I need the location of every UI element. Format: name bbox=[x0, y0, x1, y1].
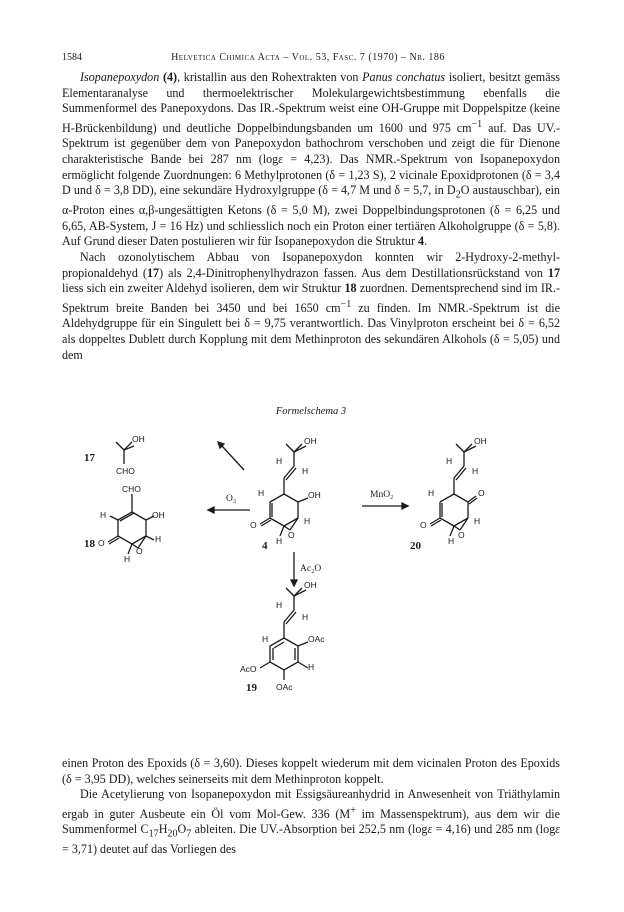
text-run: . bbox=[424, 234, 428, 249]
atom-label: OH bbox=[304, 436, 317, 446]
text-run: , kristallin aus den Rohextrakten von bbox=[177, 70, 363, 84]
atom-label: H bbox=[448, 536, 455, 546]
symbol: ε bbox=[278, 152, 283, 166]
text-run: ableiten. Die UV.-Absorption bei 252,5 nm (log bbox=[191, 822, 428, 837]
atom-label: OH bbox=[152, 510, 165, 520]
subscript: 2 bbox=[455, 189, 461, 201]
atom-label: H bbox=[308, 662, 315, 672]
structure-20 bbox=[430, 444, 477, 536]
running-header bbox=[62, 52, 558, 63]
atom-label: H bbox=[302, 466, 309, 476]
text-run: zuordnen. Dementsprechend sind im IR.-Spektrum breite Banden bei 3450 und bei 1650 cm bbox=[62, 281, 560, 315]
structure-ref: 4 bbox=[418, 234, 425, 249]
atom-label: H bbox=[302, 612, 309, 622]
atom-label: OH bbox=[132, 434, 145, 444]
text-run: auf. Das UV.-Spektrum ist gegenüber dem von Panepoxydon bathochrom verschoben und zeigt die für Dienone charakteristische Bande bei 287 nm (log bbox=[62, 120, 560, 166]
text-run: H bbox=[158, 822, 168, 837]
text-run: O bbox=[177, 822, 187, 837]
atom-label: O bbox=[288, 530, 295, 540]
subscript: 7 bbox=[186, 828, 192, 840]
atom-label: CHO bbox=[122, 484, 141, 494]
reagent-ozone: O₃ bbox=[226, 494, 237, 504]
atom-label: H bbox=[262, 634, 269, 644]
atom-label: CHO bbox=[116, 466, 135, 476]
journal-title: Helvetica Chimica Acta – Vol. 53, Fasc. 7 (1970) – Nr. 186 bbox=[171, 52, 445, 63]
subscript: 20 bbox=[167, 828, 178, 840]
atom-label: O bbox=[458, 530, 465, 540]
atom-label: H bbox=[474, 516, 481, 526]
atom-label: H bbox=[276, 536, 283, 546]
atom-label: O bbox=[250, 520, 257, 530]
text-run: isoliert, besitzt gemäss Elementaranalyse und thermoelektrischer Molekulargewichtsbestimmung ebenfalls die Summenformel des Panepoxydons. Das IR.-Spektrum weist eine OH-Gruppe mit Doppelspitze (keine H-Brückenbildung) und deutliche Doppelbindungsbanden um 1600 und 975 cm bbox=[62, 70, 560, 135]
atom-label: H bbox=[124, 554, 131, 564]
text-run: einen Proton des Epoxids (δ = 3,60). Dieses koppelt wiederum mit dem vicinalen Proton des Epoxids (δ = 3,95 DD), welches seinerseits mit dem Methinproton koppelt. bbox=[62, 756, 560, 786]
atom-label: H bbox=[276, 456, 283, 466]
body-text-top bbox=[62, 70, 560, 363]
paragraph-acetylation bbox=[62, 787, 560, 858]
structure-17 bbox=[116, 442, 134, 464]
compound-ref: 18 bbox=[344, 281, 357, 296]
subscript: 17 bbox=[148, 828, 159, 840]
atom-label: OH bbox=[308, 490, 321, 500]
text-run: O austauschbar), ein α-Proton eines α,β-ungesättigten Ketons (δ = 5,0 M), zwei Doppelbindungsprotonen (δ = 6,25 und 6,65, AB-System, J = 16 Hz) und schliesslich noch ein Proton einer tertiären Alkoholgruppe (δ = 5,8). Auf Grund dieser Daten postulieren wir für Isopanepoxydon die Struktur bbox=[62, 183, 560, 249]
atom-label: H bbox=[472, 466, 479, 476]
body-text-bottom bbox=[62, 756, 560, 858]
paragraph-ozonolysis bbox=[62, 250, 560, 363]
atom-label: OH bbox=[474, 436, 487, 446]
page-number: 1584 bbox=[62, 52, 82, 63]
symbol: ε bbox=[555, 822, 561, 837]
atom-label: O bbox=[136, 546, 143, 556]
symbol: ε bbox=[427, 822, 433, 837]
text-run: zu finden. Im NMR.-Spektrum ist die Aldehydgruppe für ein Singulett bei δ = 9,75 verantwortlich. Das Vinylproton erscheint bei δ = 6,52 als doppeltes Dublett durch Kopplung mit dem Methinproton des sekundären Alkohols (δ = 5,05) und dem bbox=[62, 300, 561, 362]
reagent-ac2o: Ac₂O bbox=[300, 564, 322, 574]
text-run: Nach ozonolytischem Abbau von Isopanepoxydon konnten wir 2-Hydroxy-2-methyl-propionaldehyd ( bbox=[62, 249, 560, 280]
atom-label: O bbox=[478, 488, 485, 498]
organism-name: Panus conchatus bbox=[362, 70, 446, 84]
atom-label: OAc bbox=[276, 682, 293, 692]
structure-4 bbox=[260, 444, 311, 536]
atom-label: O bbox=[98, 538, 105, 548]
reaction-scheme bbox=[62, 406, 560, 752]
compound-ref: 17 bbox=[547, 265, 560, 280]
compound-label-20: 20 bbox=[410, 540, 421, 552]
paragraph-epoxide bbox=[62, 756, 560, 787]
compound-ref: (4) bbox=[162, 70, 178, 84]
text-run: = 3,71) deutet auf das Vorliegen des bbox=[62, 842, 236, 857]
structure-18 bbox=[108, 494, 154, 554]
text-run: = 4,16) und 285 nm (log bbox=[432, 822, 556, 837]
text-run: im Massenspektrum), aus dem wir die Summenformel C bbox=[62, 806, 560, 837]
atom-label: OH bbox=[304, 580, 317, 590]
atom-label: O bbox=[420, 520, 427, 530]
atom-label: OAc bbox=[308, 634, 325, 644]
superscript: + bbox=[350, 804, 356, 816]
atom-label: H bbox=[276, 600, 283, 610]
atom-label: AcO bbox=[240, 664, 257, 674]
atom-label: H bbox=[446, 456, 453, 466]
compound-name: Isopanepoxydon bbox=[80, 70, 160, 84]
atom-label: H bbox=[428, 488, 435, 498]
reagent-mno2: MnO₂ bbox=[370, 490, 394, 500]
text-run: = 4,23). Das NMR.-Spektrum von Isopanepoxydon ermöglicht folgende Zuordnungen: 6 Methylprotonen (δ = 1,23 S), 2 vicinale Epoxidprotonen (δ = 3,4 D und δ = 3,8 DD), eine sekundäre Hydroxylgruppe (δ = 4,7 M und δ = 5,7, in D bbox=[62, 152, 560, 198]
text-run: ) als 2,4-Dinitrophenylhydrazon fassen. Aus dem Destillationsrückstand von bbox=[159, 265, 548, 280]
scheme-title: Formelschema 3 bbox=[275, 406, 347, 417]
scheme-drawing bbox=[62, 406, 560, 752]
atom-label: H bbox=[304, 516, 311, 526]
superscript: −1 bbox=[340, 298, 352, 310]
atom-label: H bbox=[100, 510, 107, 520]
superscript: −1 bbox=[471, 118, 483, 130]
atom-label: H bbox=[258, 488, 265, 498]
text-run: Die Acetylierung von Isopanepoxydon mit Essigsäureanhydrid in Anwesenheit von Triäthylamin ergab in guter Ausbeute ein Öl vom Mol-Gew. 336 (M bbox=[62, 787, 560, 821]
compound-label-19: 19 bbox=[246, 682, 257, 694]
compound-label-18: 18 bbox=[84, 538, 95, 550]
paragraph-isopanepoxydon bbox=[62, 70, 560, 250]
compound-label-17: 17 bbox=[84, 452, 95, 464]
compound-ref: 17 bbox=[146, 265, 160, 280]
text-run: liess sich ein zweiter Aldehyd isolieren, dem wir Struktur bbox=[62, 281, 345, 296]
atom-label: H bbox=[155, 534, 162, 544]
compound-label-4: 4 bbox=[262, 540, 268, 552]
